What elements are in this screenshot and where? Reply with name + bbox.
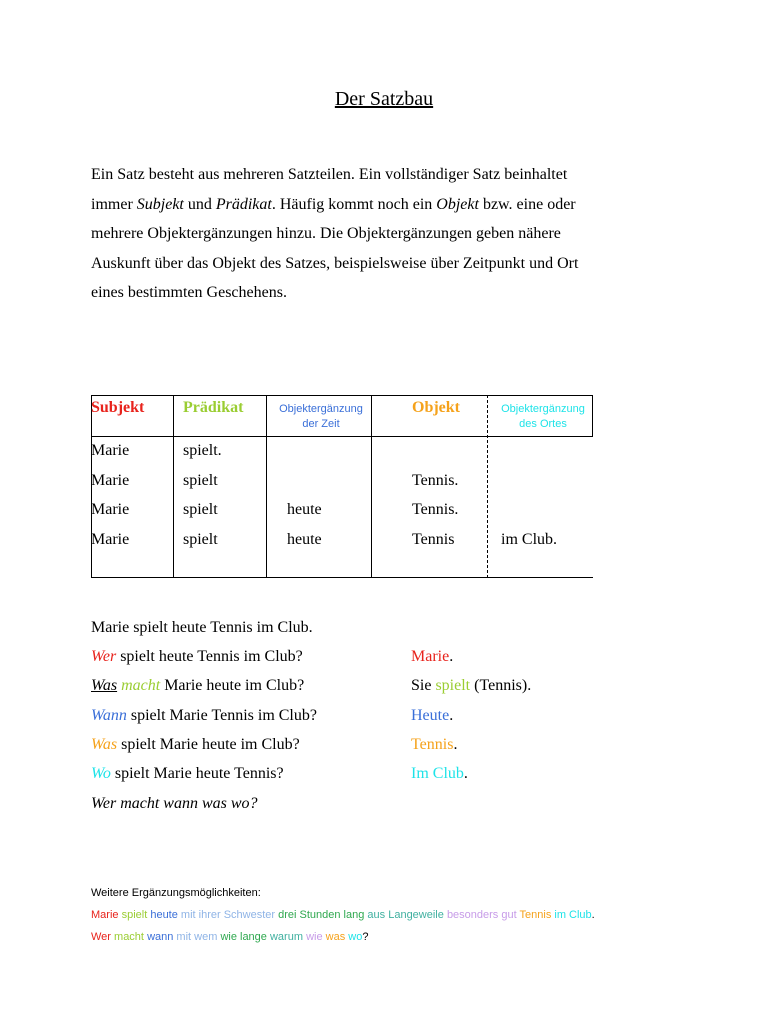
text-segment: Wo bbox=[91, 765, 111, 782]
table-col-divider bbox=[371, 395, 372, 578]
text-segment: wie bbox=[306, 931, 323, 943]
header-ort-line1: Objektergänzung bbox=[501, 403, 585, 415]
text-segment: wo bbox=[348, 931, 363, 943]
cell-subjekt: Marie bbox=[91, 472, 130, 489]
text-segment: spielt heute Tennis im Club? bbox=[116, 648, 303, 665]
cell-ort: im Club. bbox=[501, 531, 558, 548]
text-segment: drei Stunden lang bbox=[278, 909, 365, 921]
table-border-bottom bbox=[91, 577, 593, 578]
cell-objekt: Tennis. bbox=[412, 472, 459, 489]
cell-subjekt: Marie bbox=[91, 442, 130, 459]
answer-was-macht bbox=[411, 677, 531, 695]
text-segment: Sie bbox=[411, 677, 436, 694]
cell-objekt: Tennis. bbox=[412, 501, 459, 518]
answer-wann bbox=[411, 707, 453, 725]
text-segment: wann bbox=[147, 931, 174, 943]
text-segment: eines bestimmten Geschehens. bbox=[91, 284, 287, 302]
cell-subjekt: Marie bbox=[91, 501, 130, 518]
question-was-macht bbox=[91, 677, 304, 695]
text-segment: Im Club bbox=[411, 765, 464, 782]
header-objektergaenzung-ort bbox=[491, 402, 595, 432]
text-segment: wie lange bbox=[220, 931, 267, 943]
cell-praedikat: spielt. bbox=[183, 442, 222, 459]
text-segment: Marie bbox=[411, 648, 450, 665]
example-statement: Marie spielt heute Tennis im Club. bbox=[91, 619, 313, 636]
question-wann bbox=[91, 707, 317, 725]
intro-line bbox=[91, 160, 671, 190]
cell-zeit: heute bbox=[287, 531, 322, 548]
header-subjekt: Subjekt bbox=[91, 399, 145, 416]
intro-line bbox=[91, 249, 671, 279]
text-segment: Wer bbox=[91, 648, 117, 665]
header-objekt: Objekt bbox=[412, 399, 460, 416]
text-segment: macht bbox=[121, 677, 161, 694]
cell-zeit: heute bbox=[287, 501, 322, 518]
text-segment: mit ihrer Schwester bbox=[180, 909, 276, 921]
text-segment: spielt bbox=[435, 677, 471, 694]
answer-was bbox=[411, 736, 457, 754]
text-segment: macht bbox=[114, 931, 144, 943]
text-segment: und bbox=[183, 195, 216, 213]
summary-question: Wer macht wann was wo? bbox=[91, 795, 258, 812]
text-segment: Marie heute im Club? bbox=[160, 677, 305, 694]
text-segment: Auskunft über das Objekt des Satzes, beispielsweise über Zeitpunkt und Ort bbox=[91, 254, 579, 272]
text-segment: . bbox=[449, 707, 454, 724]
text-segment: aus Langeweile bbox=[367, 909, 444, 921]
table-header-divider bbox=[91, 436, 593, 437]
header-objektergaenzung-zeit bbox=[271, 402, 371, 432]
text-segment: spielt Marie heute Tennis? bbox=[110, 765, 284, 782]
footer-question-words bbox=[91, 926, 595, 948]
text-segment: immer bbox=[91, 195, 137, 213]
question-wo bbox=[91, 765, 284, 783]
footer-heading: Weitere Ergänzungsmöglichkeiten: bbox=[91, 887, 261, 899]
answer-wer bbox=[411, 648, 453, 666]
text-segment: Tennis bbox=[519, 909, 552, 921]
text-segment: spielt bbox=[121, 909, 148, 921]
text-segment: (Tennis). bbox=[470, 677, 532, 694]
text-segment: bzw. eine oder bbox=[478, 195, 576, 213]
text-segment: ? bbox=[362, 931, 369, 943]
text-segment: spielt Marie heute im Club? bbox=[117, 736, 300, 753]
cell-subjekt: Marie bbox=[91, 531, 130, 548]
text-segment: Was bbox=[91, 736, 118, 753]
text-segment: warum bbox=[269, 931, 303, 943]
intro-line bbox=[91, 219, 671, 249]
text-segment: . bbox=[463, 765, 468, 782]
text-segment: mit wem bbox=[176, 931, 218, 943]
footer-example-sentence bbox=[91, 904, 595, 926]
text-segment: Subjekt bbox=[136, 195, 184, 213]
text-segment: . Häufig kommt noch ein bbox=[271, 195, 437, 213]
intro-line bbox=[91, 278, 671, 308]
sentence-parts-table bbox=[91, 395, 593, 578]
text-segment: besonders gut bbox=[446, 909, 517, 921]
cell-praedikat: spielt bbox=[183, 531, 218, 548]
text-segment: Marie bbox=[91, 909, 119, 921]
cell-praedikat: spielt bbox=[183, 472, 218, 489]
header-zeit-line1: Objektergänzung bbox=[279, 403, 363, 415]
text-segment: Heute bbox=[411, 707, 450, 724]
table-col-divider bbox=[173, 395, 174, 578]
table-col-divider bbox=[266, 395, 267, 578]
text-segment: spielt Marie Tennis im Club? bbox=[126, 707, 317, 724]
cell-praedikat: spielt bbox=[183, 501, 218, 518]
cell-objekt: Tennis bbox=[412, 531, 455, 548]
text-segment: Wann bbox=[91, 707, 127, 724]
text-segment: Wer bbox=[91, 931, 111, 943]
table-col-divider-dashed bbox=[487, 395, 488, 578]
table-border-top bbox=[91, 395, 593, 396]
header-ort-line2: des Ortes bbox=[519, 418, 567, 430]
text-segment: heute bbox=[150, 909, 178, 921]
text-segment: Ein Satz besteht aus mehreren Satzteilen. Ein vollständiger Satz beinhaltet bbox=[91, 166, 568, 183]
text-segment: . bbox=[453, 736, 458, 753]
footer-extensions bbox=[91, 882, 595, 948]
header-zeit-line2: der Zeit bbox=[302, 418, 340, 430]
text-segment: mehrere Objektergänzungen hinzu. Die Objektergänzungen geben nähere bbox=[91, 225, 561, 243]
intro-paragraph bbox=[91, 160, 671, 308]
text-segment: Was bbox=[91, 677, 118, 694]
answer-wo bbox=[411, 765, 468, 783]
text-segment: Prädikat bbox=[215, 195, 272, 213]
text-segment: Objekt bbox=[436, 195, 479, 213]
text-segment: . bbox=[591, 909, 595, 921]
text-segment: im Club bbox=[554, 909, 592, 921]
text-segment: Tennis bbox=[411, 736, 454, 753]
question-was bbox=[91, 736, 300, 754]
text-segment: was bbox=[325, 931, 346, 943]
question-wer bbox=[91, 648, 303, 666]
header-praedikat: Prädikat bbox=[183, 399, 244, 416]
intro-line bbox=[91, 190, 671, 220]
page-title: Der Satzbau bbox=[334, 88, 434, 110]
text-segment: . bbox=[449, 648, 454, 665]
